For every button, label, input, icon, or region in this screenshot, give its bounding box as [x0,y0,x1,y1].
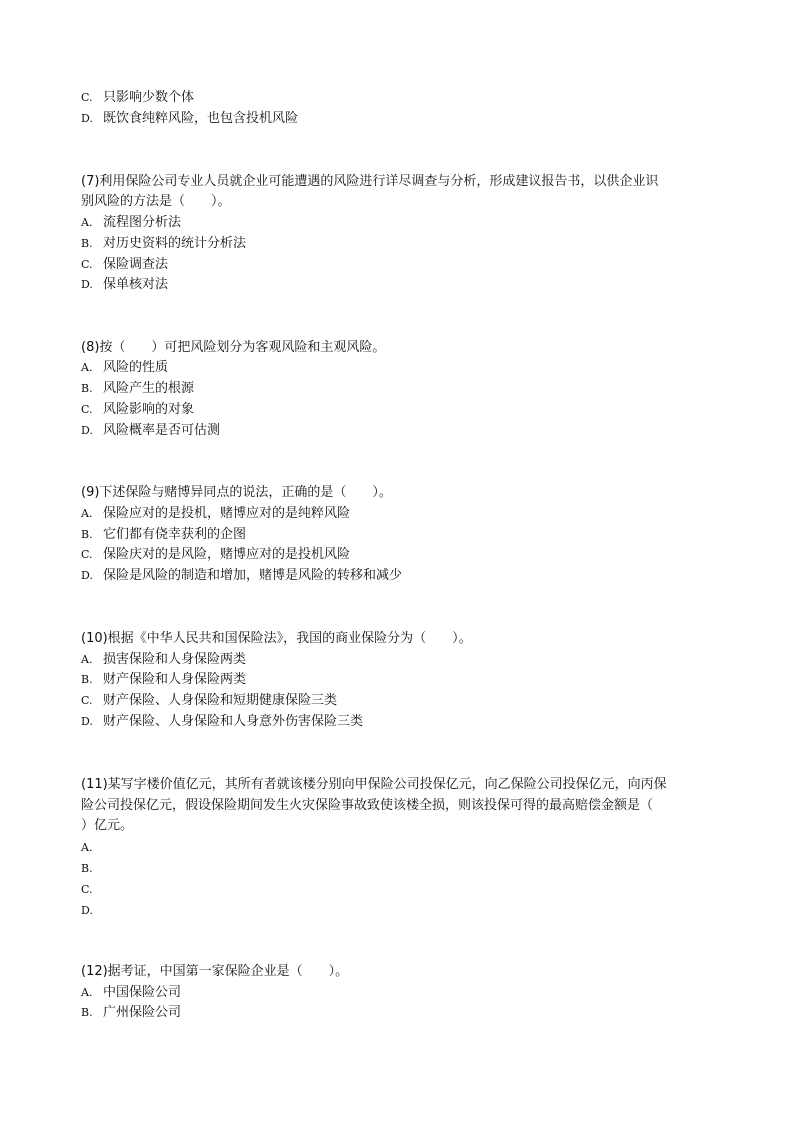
option-text: 既饮食纯粹风险，也包含投机风险 [103,111,299,126]
option-letter: C. [81,883,93,896]
option-b [81,525,246,545]
option-text: 它们都有侥幸获利的企图 [103,527,247,542]
question-7-stem-line-2: 别风险的方法是（ ）。 [81,194,231,209]
option-letter: D. [81,715,93,728]
option-letter: C. [81,258,93,271]
option-c [81,400,194,420]
question-8-stem: (8)按（ ）可把风险划分为客观风险和主观风险。 [81,340,386,355]
option-letter: B. [81,673,93,686]
option-b [81,859,103,879]
option-letter: C. [81,91,93,104]
option-letter: C. [81,403,93,416]
option-b [81,1003,181,1023]
option-text: 财产保险、人身保险和短期健康保险三类 [103,693,338,708]
option-letter: A. [81,361,93,374]
option-c [81,880,103,900]
option-b [81,379,194,399]
option-letter: C. [81,694,93,707]
option-letter: A. [81,653,93,666]
option-letter: A. [81,841,93,854]
option-text: 财产保险和人身保险两类 [103,672,247,687]
option-a [81,983,181,1003]
question-10-stem: (10)根据《中华人民共和国保险法》，我国的商业保险分为（ ）。 [81,631,472,646]
option-b [81,670,246,690]
option-text: 保险庆对的是风险，赌博应对的是投机风险 [103,547,351,562]
option-d [81,275,168,295]
option-text: 风险产生的根源 [103,381,195,396]
option-letter: A. [81,986,93,999]
option-text: 财产保险、人身保险和人身意外伤害保险三类 [103,714,364,729]
option-a [81,358,168,378]
question-9-stem: (9)下述保险与赌博异同点的说法，正确的是（ ）。 [81,485,392,500]
option-letter: A. [81,507,93,520]
option-a [81,650,246,670]
option-letter: C. [81,548,93,561]
option-letter: B. [81,1006,93,1019]
option-d [81,712,363,732]
question-7-stem-line-1: (7)利用保险公司专业人员就企业可能遭遇的风险进行详尽调查与分析，形成建议报告书，以供企业识 [81,174,659,189]
option-a [81,213,181,233]
option-text: 流程图分析法 [103,215,182,230]
option-letter: B. [81,528,93,541]
option-text: 风险影响的对象 [103,402,195,417]
option-text: 风险的性质 [103,360,169,375]
option-text: 广州保险公司 [103,1005,182,1020]
option-letter: B. [81,237,93,250]
option-c [81,255,168,275]
option-letter: B. [81,862,93,875]
question-12-stem: (12)据考证，中国第一家保险企业是（ ）。 [81,964,349,979]
option-c [81,88,194,108]
option-text: 中国保险公司 [103,985,182,1000]
option-text: 损害保险和人身保险两类 [103,652,247,667]
option-text: 只影响少数个体 [103,90,195,105]
question-11-stem-line-2: 险公司投保亿元，假设保险期间发生火灾保险事故致使该楼全损，则该投保可得的最高赔偿金额是（ [81,798,654,813]
option-a [81,504,350,524]
question-11-stem-line-3: ）亿元。 [81,818,134,833]
option-c [81,545,350,565]
option-text: 风险概率是否可估测 [103,423,221,438]
question-11-stem-line-1: (11)某写字楼价值亿元，其所有者就该楼分别向甲保险公司投保亿元，向乙保险公司投保亿元，向丙保 [81,777,667,792]
option-letter: B. [81,382,93,395]
option-text: 保险是风险的制造和增加，赌博是风险的转移和减少 [103,568,403,583]
option-text: 保险应对的是投机，赌博应对的是纯粹风险 [103,506,351,521]
option-d [81,421,220,441]
option-letter: D. [81,569,93,582]
option-d [81,566,402,586]
option-letter: D. [81,424,93,437]
option-letter: A. [81,216,93,229]
option-letter: D. [81,278,93,291]
option-text: 对历史资料的统计分析法 [103,236,247,251]
option-b [81,234,246,254]
option-text: 保险调查法 [103,257,169,272]
option-c [81,691,337,711]
option-d [81,109,298,129]
option-letter: D. [81,904,93,917]
option-d [81,901,103,921]
option-letter: D. [81,112,93,125]
option-a [81,838,103,858]
option-text: 保单核对法 [103,277,169,292]
